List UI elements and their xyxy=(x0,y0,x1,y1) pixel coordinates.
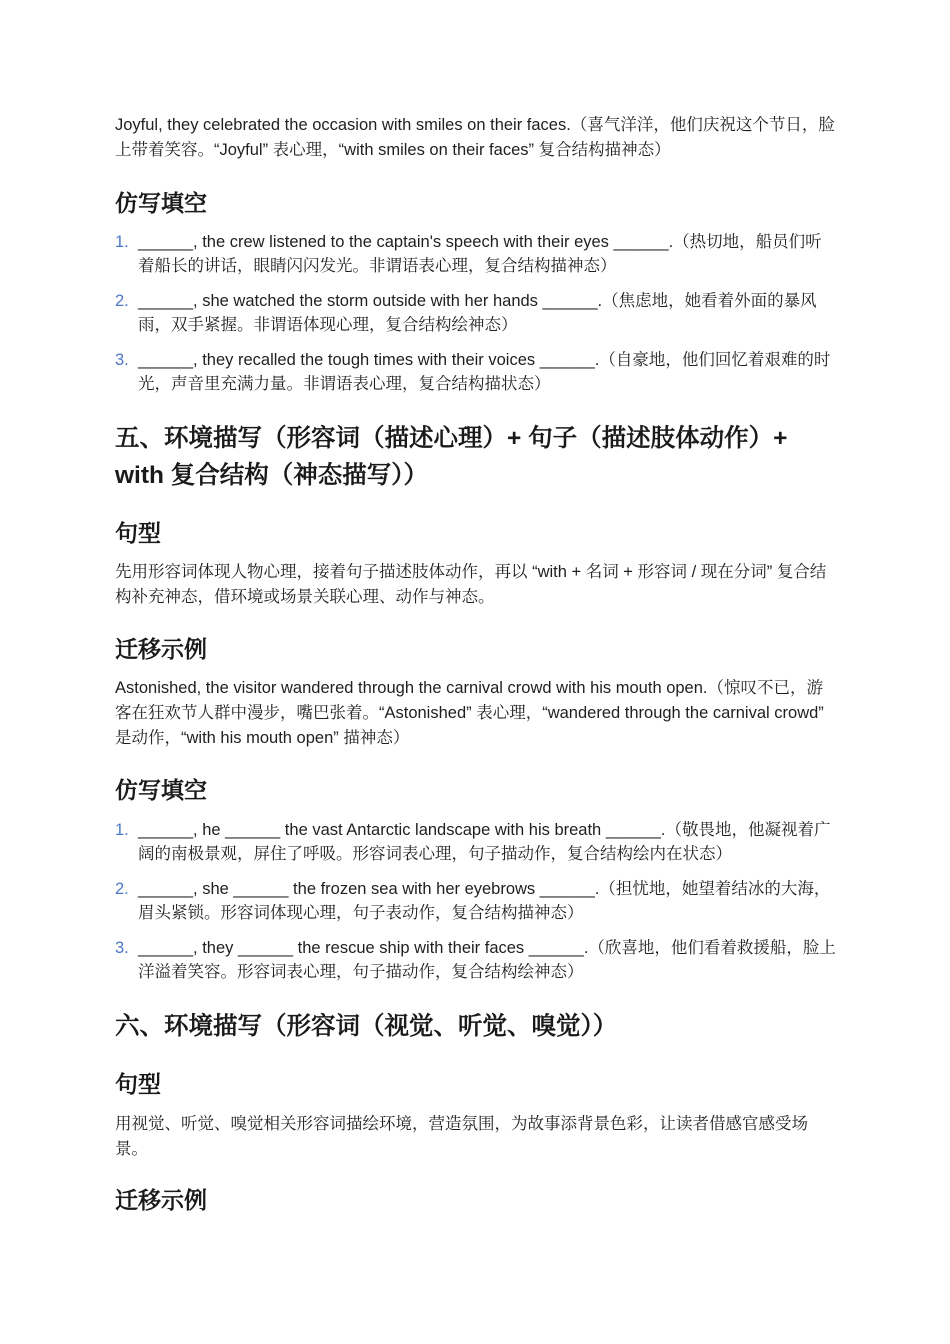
list-item-text: ______, she ______ the frozen sea with her eyebrows ______.（担忧地，她望着结冰的大海，眉头紧锁。形容词体现心理，句子表动作，复合结构描神态） xyxy=(138,880,831,922)
section-5-title: 五、环境描写（形容词（描述心理）+ 句子（描述肢体动作）+ with 复合结构（神态描写）） xyxy=(115,425,788,489)
section-5-example-text: Astonished, the visitor wandered through the carnival crowd with his mouth open.（惊叹不已，游客在狂欢节人群中漫步，嘴巴张着。“Astonished” 表心理，“wandered through the carnival crowd” 是动作，“with his mouth open” 描神态） xyxy=(115,679,824,747)
section-6-pattern-text: 用视觉、听觉、嗅觉相关形容词描绘环境，营造氛围，为故事添背景色彩，让读者借感官感受场景。 xyxy=(115,1115,808,1158)
section-6-example-heading: 迁移示例 xyxy=(115,1187,207,1213)
list-item-number: 3. xyxy=(115,939,129,957)
list-item-text: ______, they recalled the tough times with their voices ______.（自豪地，他们回忆着艰难的时光，声音里充满力量。非谓语表心理，复合结构描状态） xyxy=(138,351,831,393)
fill-list-1 xyxy=(115,230,837,396)
list-item-number: 2. xyxy=(115,880,129,898)
list-item xyxy=(115,936,837,984)
list-item xyxy=(115,230,837,289)
list-item-number: 1. xyxy=(115,233,129,251)
section-6-title: 六、环境描写（形容词（视觉、听觉、嗅觉）） xyxy=(115,1013,618,1040)
list-item xyxy=(115,348,837,396)
list-item-text: ______, she watched the storm outside with her hands ______.（焦虑地，她看着外面的暴风雨，双手紧握。非谓语体现心理，复合结构绘神态） xyxy=(138,292,817,334)
section-5-pattern-heading: 句型 xyxy=(115,520,161,546)
list-item-number: 3. xyxy=(115,351,129,369)
fill-list-2 xyxy=(115,818,837,984)
list-item xyxy=(115,818,837,877)
section-6-pattern-heading: 句型 xyxy=(115,1071,161,1097)
list-item-text: ______, they ______ the rescue ship with their faces ______.（欣喜地，他们看着救援船，脸上洋溢着笑容。形容词表心理，句子描动作，复合结构绘神态） xyxy=(138,939,836,981)
list-item-number: 1. xyxy=(115,821,129,839)
list-item-text: ______, he ______ the vast Antarctic landscape with his breath ______.（敬畏地，他凝视着广阔的南极景观，屏住了呼吸。形容词表心理，句子描动作，复合结构绘内在状态） xyxy=(138,821,831,863)
section-5-pattern-text: 先用形容词体现人物心理，接着句子描述肢体动作，再以 “with + 名词 + 形容词 / 现在分词” 复合结构补充神态，借环境或场景关联心理、动作与神态。 xyxy=(115,563,827,606)
list-item-text: ______, the crew listened to the captain's speech with their eyes ______.（热切地，船员们听着船长的讲话，眼睛闪闪发光。非谓语表心理，复合结构描神态） xyxy=(138,233,822,275)
intro-example-text: Joyful, they celebrated the occasion with smiles on their faces.（喜气洋洋，他们庆祝这个节日，脸上带着笑容。“Joyful” 表心理，“with smiles on their faces” 复合结构描神态） xyxy=(115,116,835,159)
fill-heading-1: 仿写填空 xyxy=(115,190,207,216)
list-item xyxy=(115,877,837,936)
section-5-example-heading: 迁移示例 xyxy=(115,636,207,662)
list-item-number: 2. xyxy=(115,292,129,310)
list-item xyxy=(115,289,837,348)
section-5-fill-heading: 仿写填空 xyxy=(115,777,207,803)
